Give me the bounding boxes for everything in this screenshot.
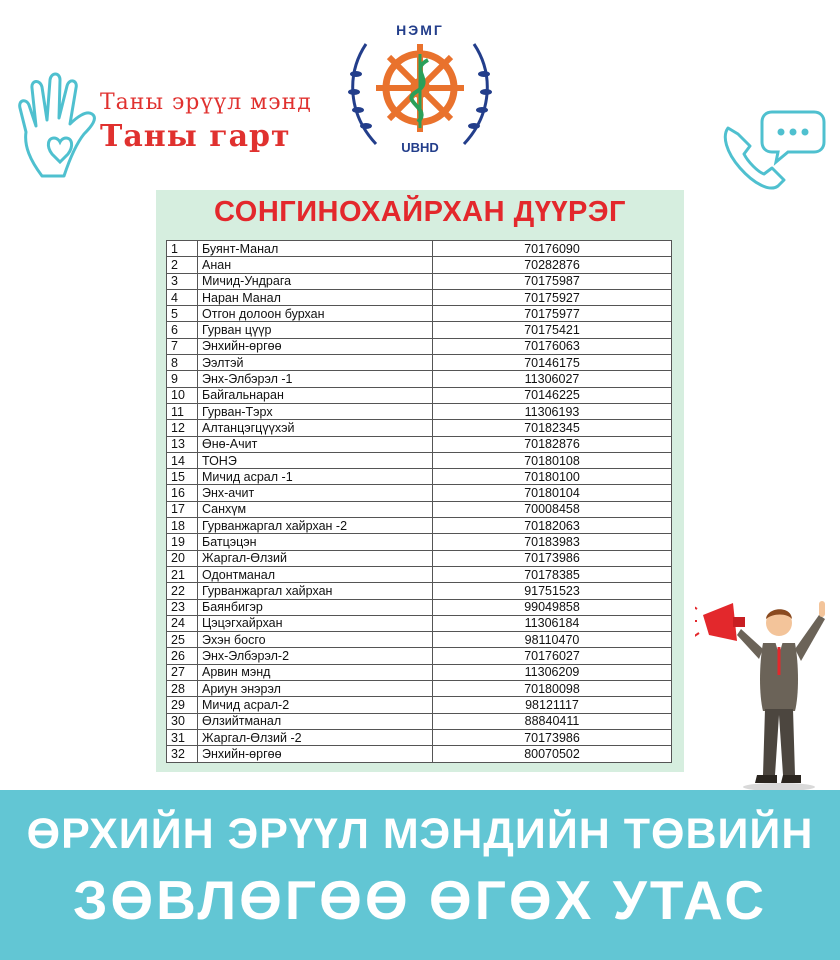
emblem-bottom-text: UBHD bbox=[401, 140, 439, 155]
cell-num: 16 bbox=[167, 485, 198, 501]
table-row bbox=[167, 306, 672, 322]
table-row bbox=[167, 534, 672, 550]
table-row bbox=[167, 566, 672, 582]
cell-name: Энх-Элбэрэл-2 bbox=[198, 648, 433, 664]
cell-name: Гурванжаргал хайрхан -2 bbox=[198, 518, 433, 534]
cell-phone: 91751523 bbox=[433, 583, 672, 599]
cell-phone: 70008458 bbox=[433, 501, 672, 517]
cell-phone: 70178385 bbox=[433, 566, 672, 582]
cell-phone: 11306027 bbox=[433, 371, 672, 387]
cell-phone: 70175421 bbox=[433, 322, 672, 338]
cell-phone: 98121117 bbox=[433, 697, 672, 713]
cell-num: 1 bbox=[167, 241, 198, 257]
cell-num: 28 bbox=[167, 681, 198, 697]
table-row bbox=[167, 355, 672, 371]
cell-name: Арвин мэнд bbox=[198, 664, 433, 680]
cell-num: 8 bbox=[167, 355, 198, 371]
cell-name: Мичид асрал -1 bbox=[198, 469, 433, 485]
cell-name: Мичид асрал-2 bbox=[198, 697, 433, 713]
table-row bbox=[167, 729, 672, 745]
cell-name: Мичид-Ундрага bbox=[198, 273, 433, 289]
cell-name: Санхүм bbox=[198, 501, 433, 517]
cell-phone: 11306193 bbox=[433, 403, 672, 419]
cell-phone: 70175987 bbox=[433, 273, 672, 289]
slogan bbox=[100, 90, 312, 154]
cell-name: Цэцэгхайрхан bbox=[198, 615, 433, 631]
cell-phone: 70180100 bbox=[433, 469, 672, 485]
cell-num: 27 bbox=[167, 664, 198, 680]
table-row bbox=[167, 322, 672, 338]
cell-num: 7 bbox=[167, 338, 198, 354]
footer-line1: ӨРХИЙН ЭРҮҮЛ МЭНДИЙН ТӨВИЙН bbox=[26, 810, 814, 858]
cell-phone: 70173986 bbox=[433, 729, 672, 745]
cell-name: Энх-Элбэрэл -1 bbox=[198, 371, 433, 387]
cell-num: 23 bbox=[167, 599, 198, 615]
district-title: СОНГИНОХАЙРХАН ДҮҮРЭГ bbox=[214, 196, 626, 228]
table-row bbox=[167, 664, 672, 680]
footer-line2: ЗӨВЛӨГӨӨ ӨГӨХ УТАС bbox=[72, 869, 768, 931]
table-row bbox=[167, 550, 672, 566]
cell-phone: 70176063 bbox=[433, 338, 672, 354]
cell-num: 22 bbox=[167, 583, 198, 599]
clinic-phone-table bbox=[166, 240, 672, 763]
slogan-line1: Таны эрүүл мэнд bbox=[100, 90, 312, 115]
cell-name: Энх-ачит bbox=[198, 485, 433, 501]
cell-num: 31 bbox=[167, 729, 198, 745]
cell-name: Эхэн босго bbox=[198, 632, 433, 648]
table-row bbox=[167, 681, 672, 697]
cell-num: 5 bbox=[167, 306, 198, 322]
table-row bbox=[167, 436, 672, 452]
table-row bbox=[167, 257, 672, 273]
table-row bbox=[167, 452, 672, 468]
cell-num: 13 bbox=[167, 436, 198, 452]
cell-phone: 70182345 bbox=[433, 420, 672, 436]
cell-phone: 80070502 bbox=[433, 746, 672, 762]
cell-name: Отгон долоон бурхан bbox=[198, 306, 433, 322]
cell-name: Жаргал-Өлзий bbox=[198, 550, 433, 566]
cell-num: 6 bbox=[167, 322, 198, 338]
cell-phone: 70146225 bbox=[433, 387, 672, 403]
table-row bbox=[167, 469, 672, 485]
table-row bbox=[167, 338, 672, 354]
cell-phone: 70282876 bbox=[433, 257, 672, 273]
table-row bbox=[167, 241, 672, 257]
cell-num: 19 bbox=[167, 534, 198, 550]
cell-phone: 70176090 bbox=[433, 241, 672, 257]
cell-phone: 70175977 bbox=[433, 306, 672, 322]
table-row bbox=[167, 501, 672, 517]
cell-num: 21 bbox=[167, 566, 198, 582]
table-row bbox=[167, 518, 672, 534]
cell-name: Алтанцэгцүүхэй bbox=[198, 420, 433, 436]
cell-phone: 11306209 bbox=[433, 664, 672, 680]
cell-phone: 70173986 bbox=[433, 550, 672, 566]
table-row bbox=[167, 648, 672, 664]
cell-num: 12 bbox=[167, 420, 198, 436]
directory-panel bbox=[156, 190, 684, 772]
cell-name: Буянт-Манал bbox=[198, 241, 433, 257]
table-row bbox=[167, 420, 672, 436]
cell-phone: 70180104 bbox=[433, 485, 672, 501]
cell-num: 17 bbox=[167, 501, 198, 517]
cell-name: Байгальнаран bbox=[198, 387, 433, 403]
cell-name: Батцэцэн bbox=[198, 534, 433, 550]
presenter-megaphone-icon bbox=[695, 595, 835, 795]
table-row bbox=[167, 746, 672, 762]
table-row bbox=[167, 632, 672, 648]
cell-name: ТОНЭ bbox=[198, 452, 433, 468]
emblem-top-text: НЭМГ bbox=[396, 22, 444, 38]
header bbox=[0, 0, 840, 185]
cell-num: 10 bbox=[167, 387, 198, 403]
table-row bbox=[167, 599, 672, 615]
cell-num: 18 bbox=[167, 518, 198, 534]
cell-num: 3 bbox=[167, 273, 198, 289]
cell-name: Баянбигэр bbox=[198, 599, 433, 615]
cell-name: Энхийн-өргөө bbox=[198, 746, 433, 762]
cell-num: 20 bbox=[167, 550, 198, 566]
cell-num: 4 bbox=[167, 289, 198, 305]
cell-phone: 88840411 bbox=[433, 713, 672, 729]
cell-name: Өлзийтманал bbox=[198, 713, 433, 729]
cell-phone: 70182063 bbox=[433, 518, 672, 534]
cell-phone: 70175927 bbox=[433, 289, 672, 305]
table-row bbox=[167, 289, 672, 305]
table-row bbox=[167, 485, 672, 501]
cell-num: 14 bbox=[167, 452, 198, 468]
phone-chat-icon bbox=[718, 106, 828, 198]
cell-phone: 70183983 bbox=[433, 534, 672, 550]
cell-name: Гурванжаргал хайрхан bbox=[198, 583, 433, 599]
medical-emblem-icon bbox=[336, 4, 504, 172]
cell-name: Гурван-Тэрх bbox=[198, 403, 433, 419]
cell-num: 11 bbox=[167, 403, 198, 419]
cell-num: 24 bbox=[167, 615, 198, 631]
cell-phone: 70176027 bbox=[433, 648, 672, 664]
cell-name: Жаргал-Өлзий -2 bbox=[198, 729, 433, 745]
table-row bbox=[167, 371, 672, 387]
table-row bbox=[167, 403, 672, 419]
footer-banner bbox=[0, 790, 840, 960]
table-row bbox=[167, 387, 672, 403]
cell-name: Ээлтэй bbox=[198, 355, 433, 371]
cell-name: Анан bbox=[198, 257, 433, 273]
cell-num: 29 bbox=[167, 697, 198, 713]
cell-phone: 70182876 bbox=[433, 436, 672, 452]
cell-num: 2 bbox=[167, 257, 198, 273]
cell-phone: 98110470 bbox=[433, 632, 672, 648]
cell-num: 15 bbox=[167, 469, 198, 485]
cell-name: Энхийн-өргөө bbox=[198, 338, 433, 354]
table-row bbox=[167, 697, 672, 713]
cell-num: 9 bbox=[167, 371, 198, 387]
cell-phone: 99049858 bbox=[433, 599, 672, 615]
table-row bbox=[167, 273, 672, 289]
cell-phone: 70180108 bbox=[433, 452, 672, 468]
cell-num: 25 bbox=[167, 632, 198, 648]
cell-phone: 70146175 bbox=[433, 355, 672, 371]
cell-num: 26 bbox=[167, 648, 198, 664]
slogan-line2: Таны гарт bbox=[100, 119, 291, 154]
cell-name: Одонтманал bbox=[198, 566, 433, 582]
table-row bbox=[167, 615, 672, 631]
cell-phone: 11306184 bbox=[433, 615, 672, 631]
cell-name: Гурван цүүр bbox=[198, 322, 433, 338]
cell-num: 30 bbox=[167, 713, 198, 729]
cell-num: 32 bbox=[167, 746, 198, 762]
table-row bbox=[167, 583, 672, 599]
cell-name: Өнө-Ачит bbox=[198, 436, 433, 452]
table-row bbox=[167, 713, 672, 729]
cell-phone: 70180098 bbox=[433, 681, 672, 697]
cell-name: Ариун энэрэл bbox=[198, 681, 433, 697]
cell-name: Наран Манал bbox=[198, 289, 433, 305]
